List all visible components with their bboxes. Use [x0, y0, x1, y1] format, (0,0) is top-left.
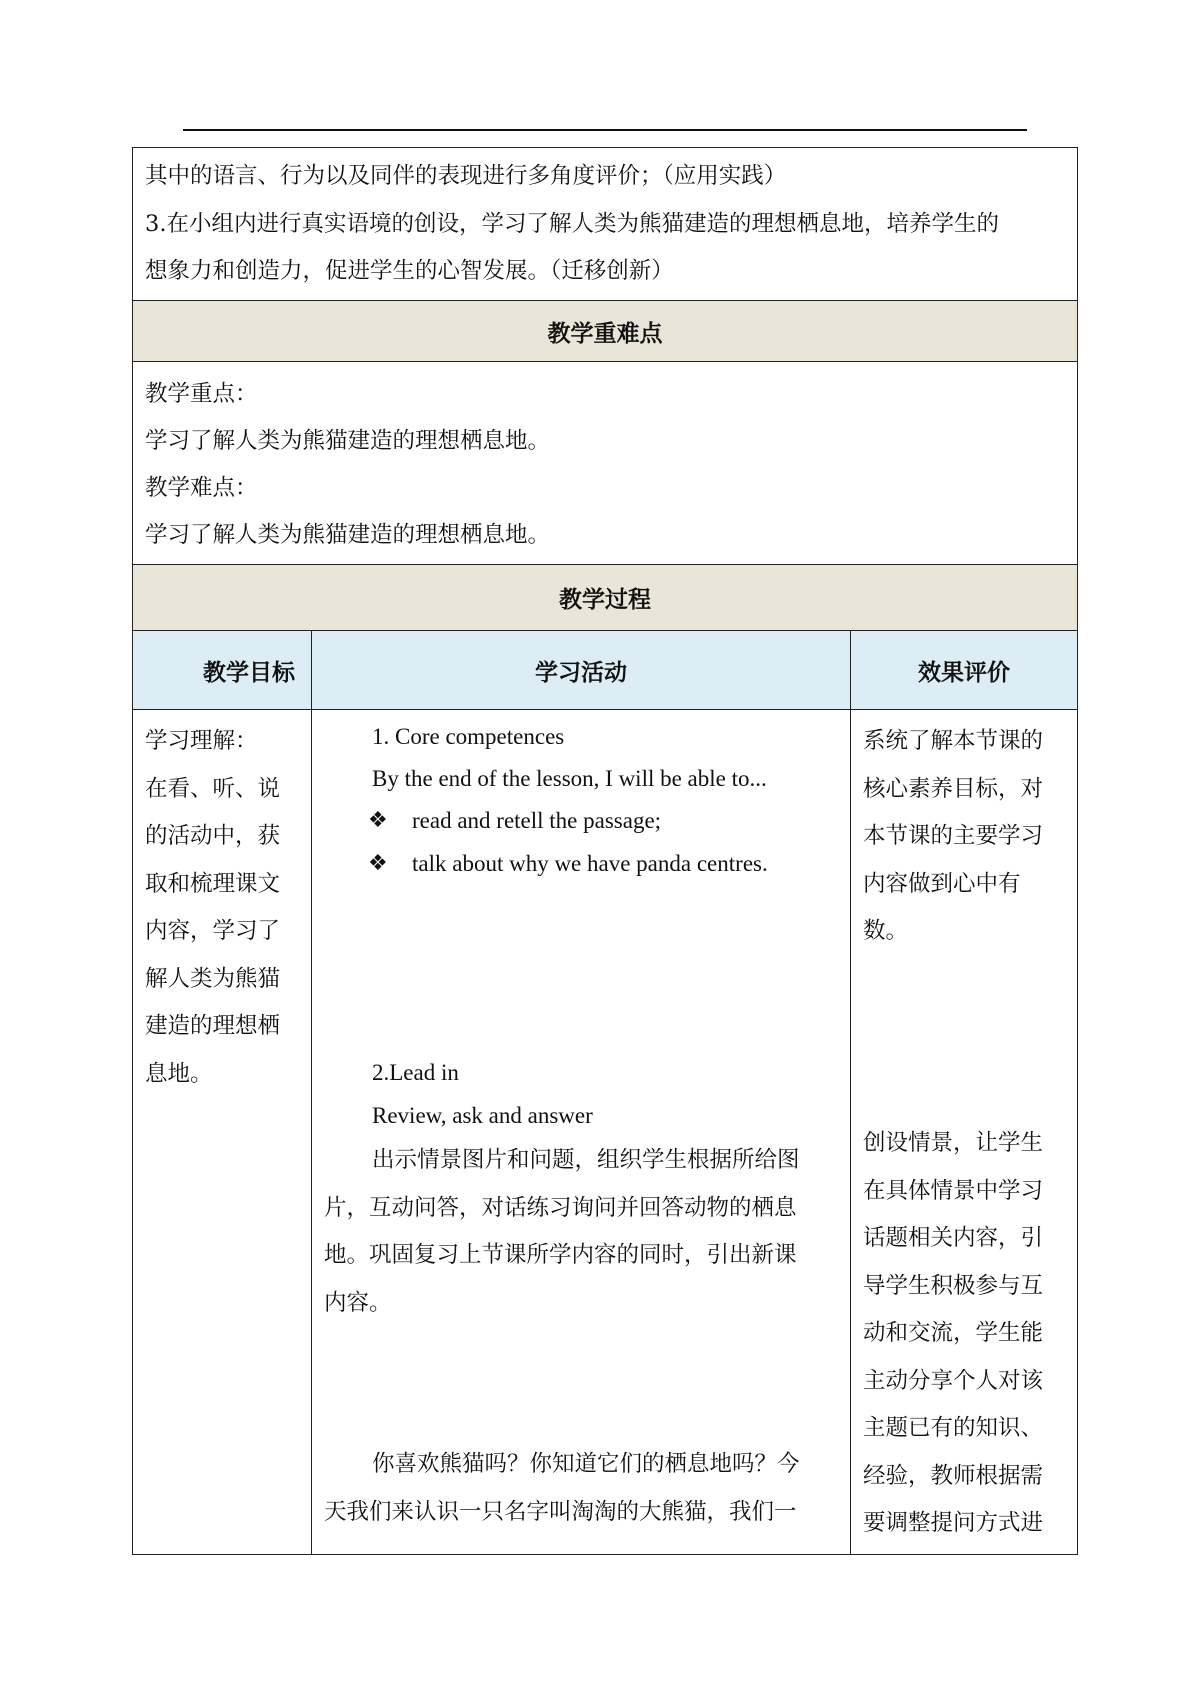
objective-line: 内容，学习了: [145, 918, 281, 944]
lead-in-title: 2.Lead in: [372, 1060, 459, 1085]
key-points-title: 教学重难点: [132, 300, 1078, 362]
key-points-body: [132, 361, 1078, 565]
header-rule: [183, 129, 1027, 131]
lead-in-line-2: 片，互动问答，对话练习询问并回答动物的栖息: [324, 1195, 797, 1221]
panda-question-line-1: 你喜欢熊猫吗？你知道它们的栖息地吗？今: [372, 1451, 800, 1477]
evaluation-block-2: [863, 1120, 1043, 1548]
objective-cell: [132, 709, 312, 1555]
focus-label: 教学重点：: [145, 381, 258, 407]
objective-line: 的活动中，获: [145, 823, 281, 849]
core-competences-title: 1. Core competences: [372, 724, 565, 749]
objective-line: 建造的理想栖: [145, 1013, 281, 1039]
objective-line: 学习理解：: [145, 728, 258, 754]
evaluation-line: 话题相关内容，引: [863, 1225, 1044, 1251]
header-activity: 学习活动: [311, 630, 851, 710]
evaluation-line: 本节课的主要学习: [863, 823, 1044, 849]
evaluation-line: 主题已有的知识、: [863, 1415, 1044, 1441]
evaluation-line: 内容做到心中有: [863, 870, 1021, 897]
bullet-icon: ❖: [368, 851, 388, 876]
objective-line: 解人类为熊猫: [145, 965, 281, 992]
evaluation-line: 导学生积极参与互: [863, 1272, 1044, 1299]
evaluation-line: 核心素养目标，对: [863, 775, 1044, 802]
activity-cell: [311, 709, 851, 1555]
objective-line: 在看、听、说: [145, 775, 281, 802]
objective-text: [145, 718, 280, 1098]
evaluation-line: 在具体情景中学习: [863, 1177, 1044, 1204]
lead-in-line-4: 内容。: [324, 1290, 392, 1316]
intro-line-1: 其中的语言、行为以及同伴的表现进行多角度评价；（应用实践）: [145, 163, 787, 189]
evaluation-line: 数。: [863, 918, 909, 944]
bullet-icon: ❖: [368, 808, 388, 833]
lead-in-line-3: 地。巩固复习上节课所学内容的同时，引出新课: [324, 1242, 797, 1268]
panda-question-line-2: 天我们来认识一只名字叫淘淘的大熊猫，我们一: [324, 1499, 797, 1525]
difficulty-text: 学习了解人类为熊猫建造的理想栖息地。: [145, 522, 551, 548]
lead-in-subtitle: Review, ask and answer: [372, 1103, 593, 1128]
intro-cell: [132, 147, 1078, 301]
objective-line: 取和梳理课文: [145, 870, 281, 897]
process-title: 教学过程: [132, 564, 1078, 631]
lead-in-line-1: 出示情景图片和问题，组织学生根据所给图: [372, 1147, 800, 1173]
evaluation-line: 经验，教师根据需: [863, 1462, 1044, 1489]
evaluation-line: 要调整提问方式进: [863, 1510, 1044, 1536]
focus-text: 学习了解人类为熊猫建造的理想栖息地。: [145, 428, 551, 454]
evaluation-line: 系统了解本节课的: [863, 728, 1044, 754]
evaluation-block-1: [863, 718, 1043, 956]
intro-line-2: 3.在小组内进行真实语境的创设，学习了解人类为熊猫建造的理想栖息地，培养学生的: [145, 211, 999, 237]
header-objective: 教学目标: [132, 630, 312, 710]
bullet-text-1: read and retell the passage;: [412, 808, 662, 833]
evaluation-line: 主动分享个人对该: [863, 1367, 1044, 1394]
evaluation-cell: [850, 709, 1078, 1555]
difficulty-label: 教学难点：: [145, 475, 258, 501]
intro-line-3: 想象力和创造力，促进学生的心智发展。（迁移创新）: [145, 258, 674, 284]
evaluation-line: 动和交流，学生能: [863, 1320, 1044, 1346]
core-competences-intro: By the end of the lesson, I will be able to...: [372, 766, 767, 791]
header-evaluation: 效果评价: [850, 630, 1078, 710]
objective-line: 息地。: [145, 1060, 213, 1087]
evaluation-line: 创设情景，让学生: [863, 1130, 1044, 1156]
bullet-text-2: talk about why we have panda centres.: [412, 851, 768, 876]
